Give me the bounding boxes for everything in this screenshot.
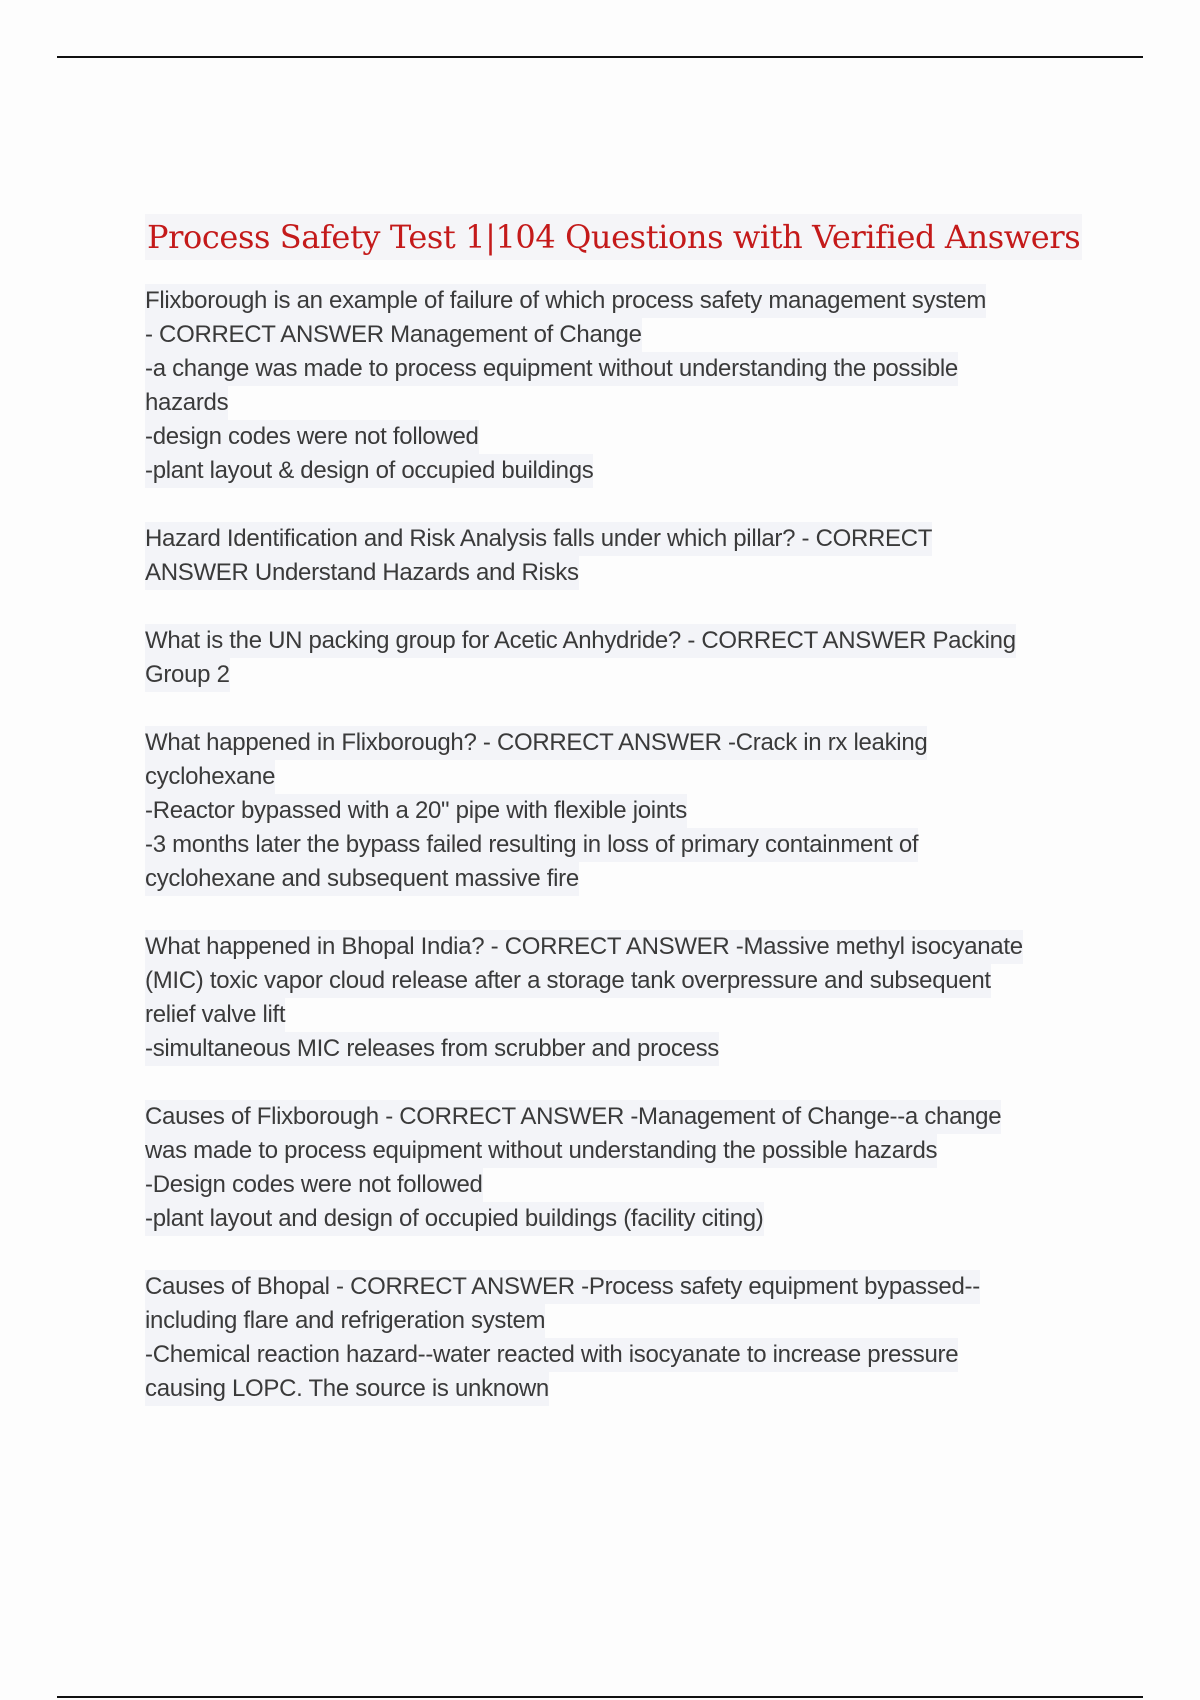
qa-line: -a change was made to process equipment without understanding the possible <box>145 352 958 386</box>
qa-line: -Design codes were not followed <box>145 1168 483 1202</box>
qa-line: Causes of Bhopal - CORRECT ANSWER -Process safety equipment bypassed-- <box>145 1270 980 1304</box>
qa-line: -3 months later the bypass failed resulting in loss of primary containment of <box>145 828 918 862</box>
qa-line: -Reactor bypassed with a 20" pipe with flexible joints <box>145 794 687 828</box>
qa-line: Flixborough is an example of failure of which process safety management system <box>145 284 986 318</box>
qa-line: What happened in Bhopal India? - CORRECT ANSWER -Massive methyl isocyanate <box>145 930 1023 964</box>
document-title: Process Safety Test 1|104 Questions with Verified Answers <box>145 214 1082 260</box>
qa-line: -Chemical reaction hazard--water reacted with isocyanate to increase pressure <box>145 1338 958 1372</box>
qa-item <box>145 284 1085 488</box>
qa-line: Causes of Flixborough - CORRECT ANSWER -Management of Change--a change <box>145 1100 1001 1134</box>
document-content <box>145 214 1085 1440</box>
bottom-rule <box>57 1696 1143 1698</box>
qa-line: What happened in Flixborough? - CORRECT ANSWER -Crack in rx leaking <box>145 726 927 760</box>
qa-item <box>145 522 1085 590</box>
top-rule <box>57 56 1143 58</box>
qa-line: - CORRECT ANSWER Management of Change <box>145 318 642 352</box>
qa-item <box>145 624 1085 692</box>
qa-line: Hazard Identification and Risk Analysis falls under which pillar? - CORRECT <box>145 522 932 556</box>
qa-line: was made to process equipment without understanding the possible hazards <box>145 1134 937 1168</box>
qa-line: cyclohexane <box>145 760 275 794</box>
qa-item <box>145 1270 1085 1406</box>
qa-item <box>145 726 1085 896</box>
qa-line: relief valve lift <box>145 998 285 1032</box>
qa-line: -plant layout and design of occupied buildings (facility citing) <box>145 1202 764 1236</box>
qa-line: causing LOPC. The source is unknown <box>145 1372 549 1406</box>
qa-line: -plant layout & design of occupied buildings <box>145 454 593 488</box>
qa-line: Group 2 <box>145 658 230 692</box>
qa-item <box>145 930 1085 1066</box>
qa-line: ANSWER Understand Hazards and Risks <box>145 556 579 590</box>
qa-item <box>145 1100 1085 1236</box>
qa-line: -simultaneous MIC releases from scrubber and process <box>145 1032 719 1066</box>
qa-line: including flare and refrigeration system <box>145 1304 545 1338</box>
qa-line: cyclohexane and subsequent massive fire <box>145 862 579 896</box>
qa-line: hazards <box>145 386 228 420</box>
qa-line: (MIC) toxic vapor cloud release after a storage tank overpressure and subsequent <box>145 964 991 998</box>
qa-line: -design codes were not followed <box>145 420 479 454</box>
qa-line: What is the UN packing group for Acetic Anhydride? - CORRECT ANSWER Packing <box>145 624 1016 658</box>
